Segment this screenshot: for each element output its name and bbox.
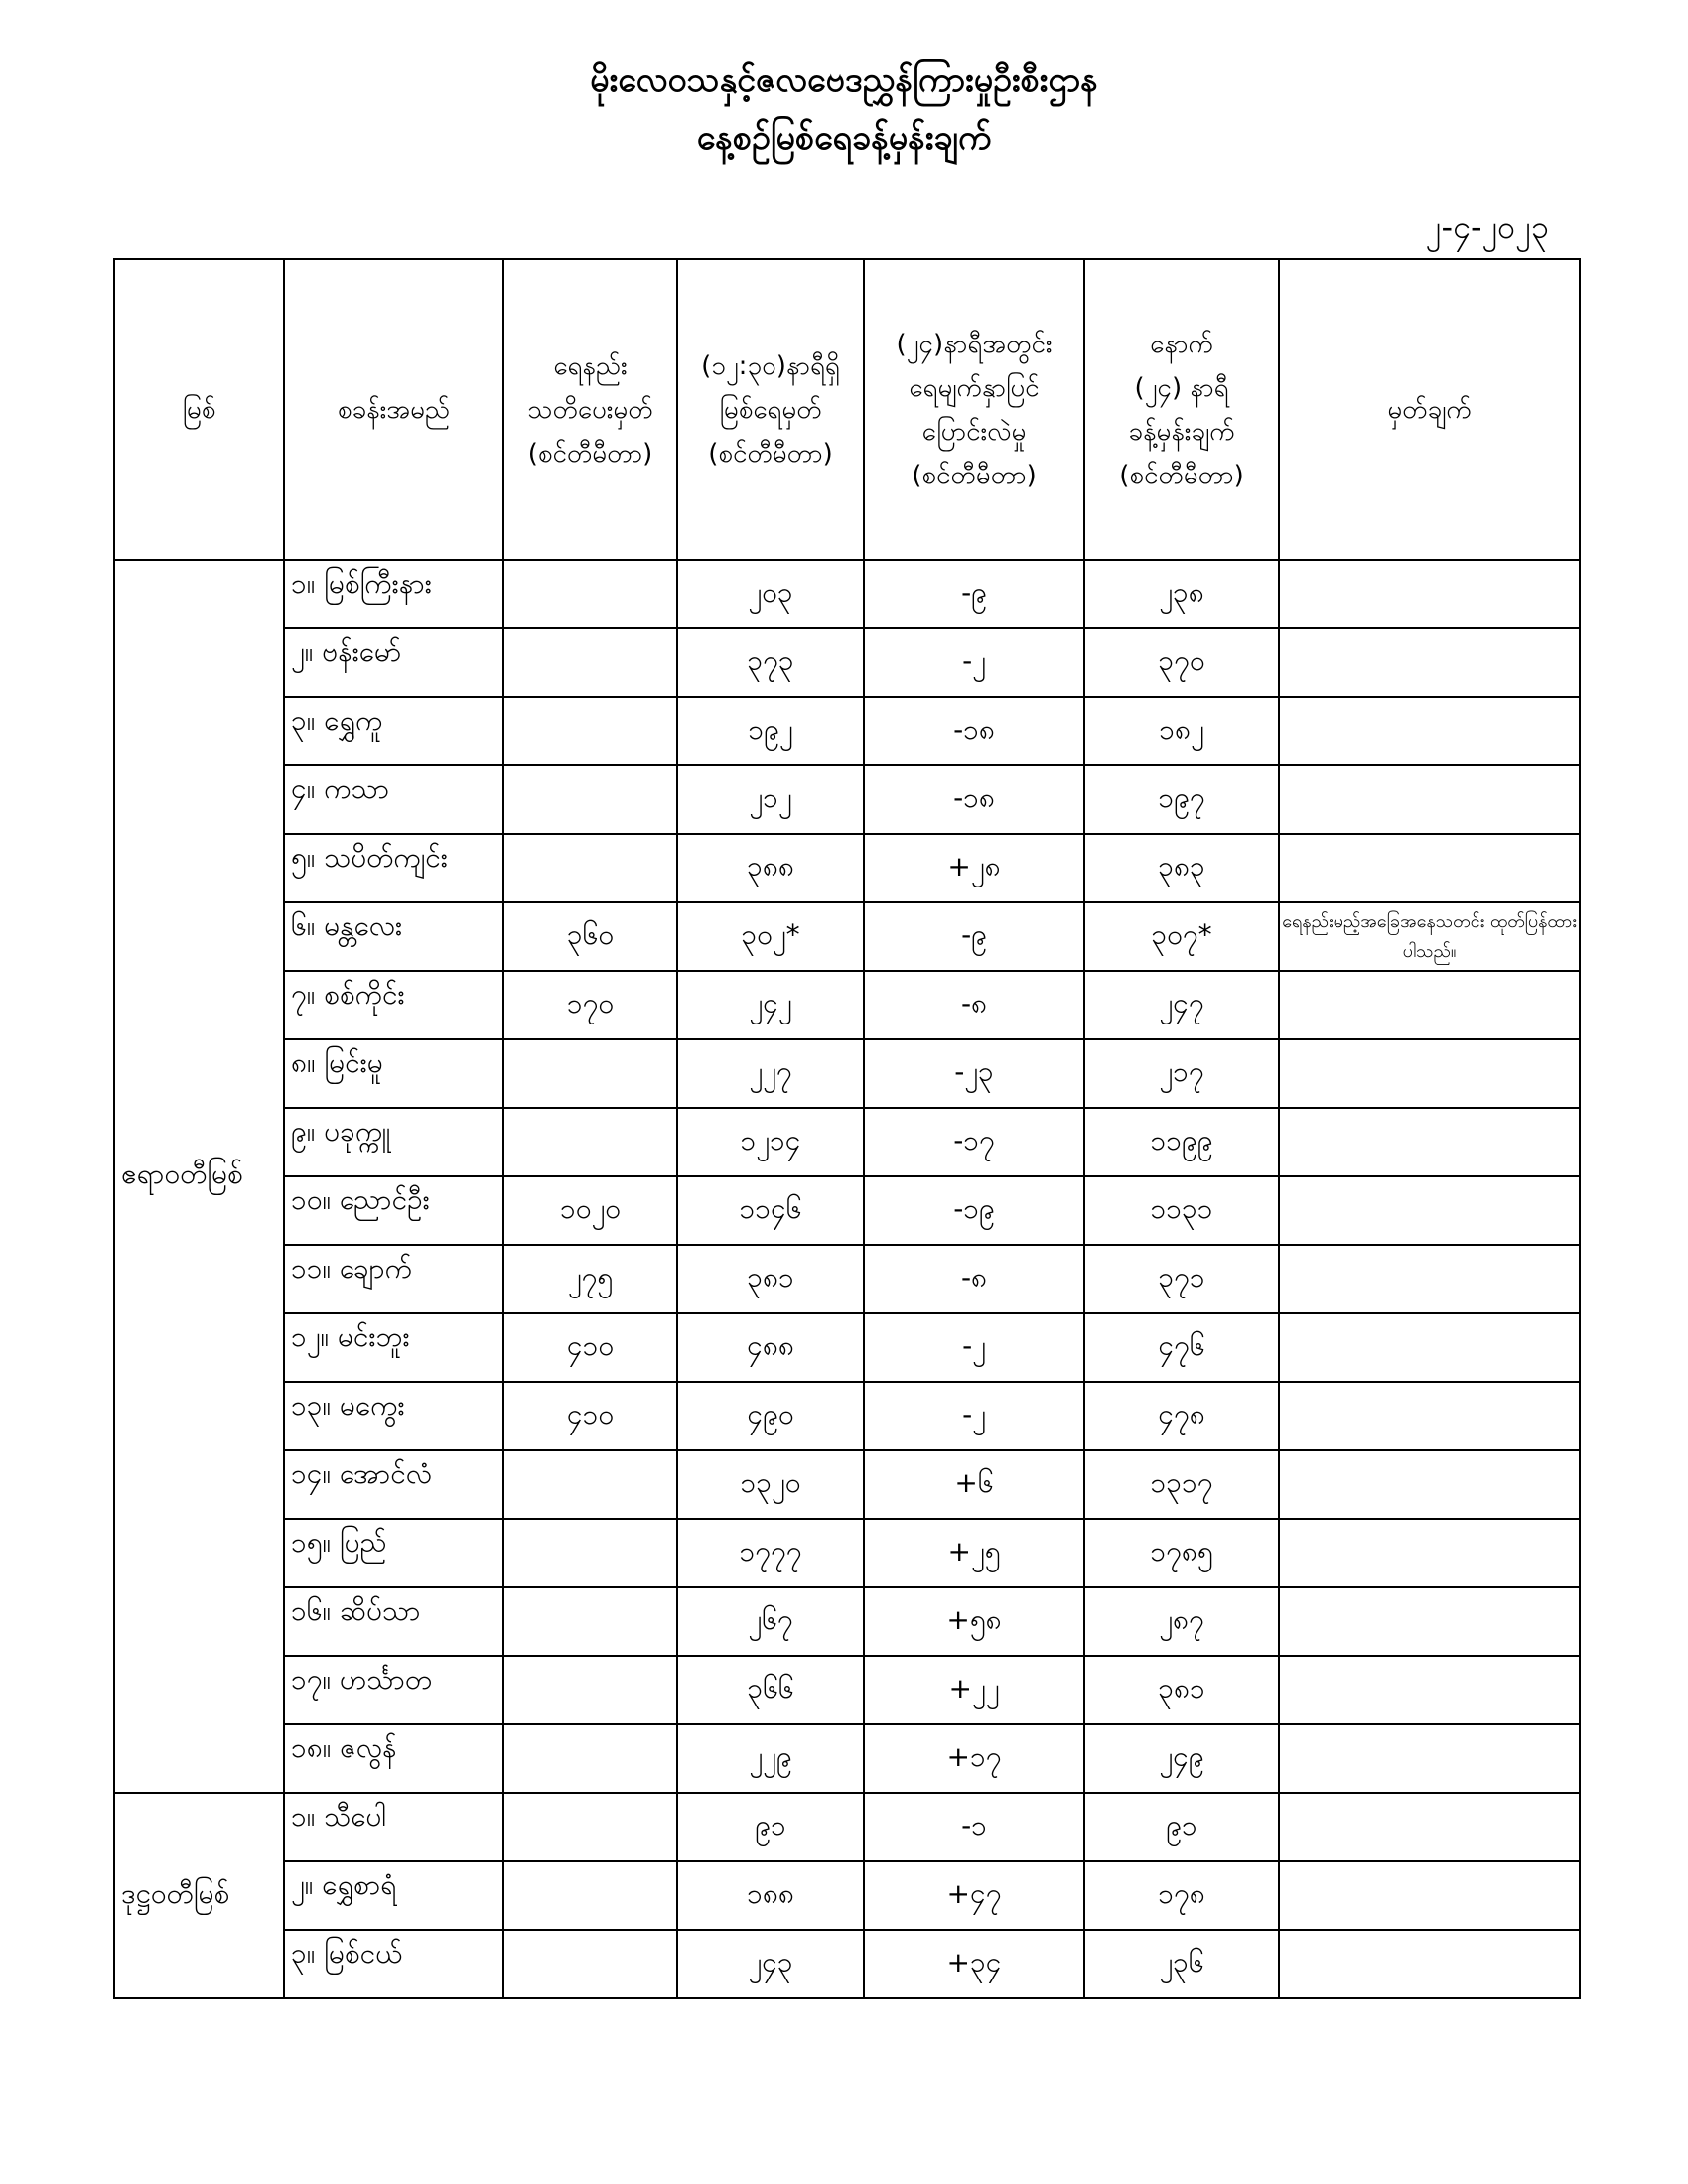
remark-cell xyxy=(1279,1861,1580,1930)
table-row xyxy=(114,1450,1580,1519)
water-level-cell: ၁၇၇၇ xyxy=(677,1519,864,1587)
station-name: ၂။ ရွှေစာရံ xyxy=(284,1861,503,1930)
header-line: ရေမျက်နှာပြင် xyxy=(909,372,1040,403)
danger-level-cell xyxy=(503,834,677,902)
station-name: ၅။ သပိတ်ကျင်း xyxy=(284,834,503,902)
header-remarks xyxy=(1279,259,1580,560)
danger-level-cell xyxy=(503,1587,677,1656)
table-row xyxy=(114,697,1580,765)
page-subtitle: နေ့စဉ်မြစ်ရေခန့်မှန်းချက် xyxy=(696,118,992,158)
station-name: ၁၂။ မင်းဘူး xyxy=(284,1313,503,1382)
remark-cell xyxy=(1279,560,1580,628)
danger-level-cell xyxy=(503,1793,677,1861)
water-level-cell: ၂၄၃ xyxy=(677,1930,864,1998)
change-cell: -၂ xyxy=(864,628,1084,697)
remark-cell xyxy=(1279,1313,1580,1382)
header-river xyxy=(114,259,284,560)
danger-level-cell xyxy=(503,697,677,765)
table-row xyxy=(114,1587,1580,1656)
danger-level-cell xyxy=(503,1656,677,1724)
header-line: (စင်တီမီတာ) xyxy=(708,438,833,469)
header-forecast xyxy=(1084,259,1279,560)
table-row xyxy=(114,560,1580,628)
station-name: ၁၃။ မကွေး xyxy=(284,1382,503,1450)
forecast-cell: ၄၇၆ xyxy=(1084,1313,1279,1382)
remark-cell xyxy=(1279,1108,1580,1176)
change-cell: -၂ xyxy=(864,1313,1084,1382)
header-line: (စင်တီမီတာ) xyxy=(527,438,653,469)
header-line: (၂၄) နာရီ xyxy=(1134,372,1229,403)
change-cell: +၁၇ xyxy=(864,1724,1084,1793)
forecast-cell: ၁၁၃၁ xyxy=(1084,1176,1279,1245)
header-danger-level xyxy=(503,259,677,560)
change-cell: -၁၈ xyxy=(864,697,1084,765)
water-level-cell: ၉၁ xyxy=(677,1793,864,1861)
danger-level-cell xyxy=(503,1724,677,1793)
change-cell: +၆ xyxy=(864,1450,1084,1519)
danger-level-cell xyxy=(503,560,677,628)
station-name: ၃။ မြစ်ငယ် xyxy=(284,1930,503,1998)
remark-cell xyxy=(1279,1382,1580,1450)
remark-cell xyxy=(1279,1039,1580,1108)
header-line: (စင်တီမီတာ) xyxy=(1119,460,1244,490)
forecast-cell: ၂၃၈ xyxy=(1084,560,1279,628)
water-level-cell: ၂၂၉ xyxy=(677,1724,864,1793)
water-level-cell: ၂၄၂ xyxy=(677,971,864,1039)
change-cell: -၉ xyxy=(864,902,1084,971)
header-change xyxy=(864,259,1084,560)
table-row xyxy=(114,834,1580,902)
header-line: နောက် xyxy=(1150,329,1213,359)
water-level-cell: ၄၈၈ xyxy=(677,1313,864,1382)
remark-cell xyxy=(1279,1587,1580,1656)
header-line: ခန့်မှန်းချက် xyxy=(1128,416,1235,447)
forecast-cell: ၁၈၂ xyxy=(1084,697,1279,765)
water-level-cell: ၁၈၈ xyxy=(677,1861,864,1930)
forecast-cell: ၃၈၃ xyxy=(1084,834,1279,902)
table-row xyxy=(114,1724,1580,1793)
danger-level-cell: ၄၁၀ xyxy=(503,1313,677,1382)
danger-level-cell: ၁၇၀ xyxy=(503,971,677,1039)
water-level-cell: ၁၉၂ xyxy=(677,697,864,765)
station-name: ၄။ ကသာ xyxy=(284,765,503,834)
change-cell: -၈ xyxy=(864,971,1084,1039)
remark-cell xyxy=(1279,1176,1580,1245)
change-cell: +၅၈ xyxy=(864,1587,1084,1656)
remark-cell xyxy=(1279,1245,1580,1313)
remark-cell xyxy=(1279,1519,1580,1587)
page-title: မိုးလေဝသနှင့်ဇလဗေဒညွှန်ကြားမှုဦးစီးဌာန xyxy=(590,61,1098,100)
danger-level-cell: ၄၁၀ xyxy=(503,1382,677,1450)
header-line: မြစ်ရေမှတ် xyxy=(719,394,822,425)
remark-cell xyxy=(1279,834,1580,902)
table-row xyxy=(114,1793,1580,1861)
forecast-cell: ၂၁၇ xyxy=(1084,1039,1279,1108)
danger-level-cell xyxy=(503,1519,677,1587)
station-name: ၉။ ပခုက္ကူ xyxy=(284,1108,503,1176)
change-cell: +၄၇ xyxy=(864,1861,1084,1930)
header-station xyxy=(284,259,503,560)
water-level-cell: ၃၇၃ xyxy=(677,628,864,697)
forecast-cell: ၁၇၈ xyxy=(1084,1861,1279,1930)
danger-level-cell: ၃၆၀ xyxy=(503,902,677,971)
change-cell: -၈ xyxy=(864,1245,1084,1313)
remark-cell xyxy=(1279,765,1580,834)
remark-cell xyxy=(1279,1724,1580,1793)
header-line: (၂၄)နာရီအတွင်း xyxy=(896,329,1053,359)
table-row xyxy=(114,1861,1580,1930)
station-name: ၆။ မန္တလေး xyxy=(284,902,503,971)
danger-level-cell xyxy=(503,1039,677,1108)
table-row xyxy=(114,1656,1580,1724)
remark-cell xyxy=(1279,1930,1580,1998)
water-level-cell: ၂၀၃ xyxy=(677,560,864,628)
station-name: ၁။ မြစ်ကြီးနား xyxy=(284,560,503,628)
table-row xyxy=(114,1176,1580,1245)
table-row xyxy=(114,902,1580,971)
danger-level-cell xyxy=(503,1861,677,1930)
river-name: ဧရာဝတီမြစ် xyxy=(114,560,284,1793)
danger-level-cell: ၁၀၂၀ xyxy=(503,1176,677,1245)
water-level-cell: ၃၀၂* xyxy=(677,902,864,971)
forecast-cell: ၃၀၇* xyxy=(1084,902,1279,971)
water-level-cell: ၁၃၂၀ xyxy=(677,1450,864,1519)
forecast-cell: ၃၈၁ xyxy=(1084,1656,1279,1724)
forecast-cell: ၃၇၀ xyxy=(1084,628,1279,697)
header-line: ရေနည်း xyxy=(553,350,628,381)
change-cell: -၁၉ xyxy=(864,1176,1084,1245)
remark-cell xyxy=(1279,1450,1580,1519)
danger-level-cell: ၂၇၅ xyxy=(503,1245,677,1313)
danger-level-cell xyxy=(503,628,677,697)
water-level-cell: ၂၂၇ xyxy=(677,1039,864,1108)
change-cell: -၉ xyxy=(864,560,1084,628)
change-cell: -၁၇ xyxy=(864,1108,1084,1176)
station-name: ၁၁။ ချောက် xyxy=(284,1245,503,1313)
remark-cell: ရေနည်းမည့်အခြေအနေသတင်း ထုတ်ပြန်ထားပါသည်။ xyxy=(1279,902,1580,971)
station-name: ၇။ စစ်ကိုင်း xyxy=(284,971,503,1039)
change-cell: +၂၈ xyxy=(864,834,1084,902)
forecast-cell: ၃၇၁ xyxy=(1084,1245,1279,1313)
danger-level-cell xyxy=(503,1450,677,1519)
forecast-cell: ၁၇၈၅ xyxy=(1084,1519,1279,1587)
station-name: ၃။ ရွှေကူ xyxy=(284,697,503,765)
station-name: ၁၄။ အောင်လံ xyxy=(284,1450,503,1519)
change-cell: -၁၈ xyxy=(864,765,1084,834)
forecast-cell: ၂၃၆ xyxy=(1084,1930,1279,1998)
forecast-cell: ၂၈၇ xyxy=(1084,1587,1279,1656)
header-line: ပြောင်းလဲမှု xyxy=(921,416,1027,447)
forecast-cell: ၂၄၉ xyxy=(1084,1724,1279,1793)
danger-level-cell xyxy=(503,1930,677,1998)
remark-cell xyxy=(1279,628,1580,697)
change-cell: -၂၃ xyxy=(864,1039,1084,1108)
station-name: ၁၅။ ပြည် xyxy=(284,1519,503,1587)
header-line: (၁၂:၃၀)နာရီရှိ xyxy=(701,350,840,381)
water-level-cell: ၄၉၀ xyxy=(677,1382,864,1450)
table-row xyxy=(114,1245,1580,1313)
header-line: မှတ်ချက် xyxy=(1387,394,1472,425)
table-row xyxy=(114,1382,1580,1450)
danger-level-cell xyxy=(503,1108,677,1176)
water-level-cell: ၃၆၆ xyxy=(677,1656,864,1724)
water-level-cell: ၁၂၁၄ xyxy=(677,1108,864,1176)
forecast-cell: ၁၉၇ xyxy=(1084,765,1279,834)
water-level-cell: ၂၁၂ xyxy=(677,765,864,834)
station-name: ၈။ မြင်းမူ xyxy=(284,1039,503,1108)
header-line: (စင်တီမီတာ) xyxy=(912,460,1037,490)
station-name: ၁၀။ ညောင်ဦး xyxy=(284,1176,503,1245)
forecast-cell: ၉၁ xyxy=(1084,1793,1279,1861)
header-line: စခန်းအမည် xyxy=(337,394,451,425)
remark-cell xyxy=(1279,697,1580,765)
river-name: ဒုဋ္ဌဝတီမြစ် xyxy=(114,1793,284,1998)
table-row xyxy=(114,1108,1580,1176)
water-level-cell: ၂၆၇ xyxy=(677,1587,864,1656)
header-line: မြစ် xyxy=(182,394,216,425)
table-row xyxy=(114,1313,1580,1382)
change-cell: +၂၅ xyxy=(864,1519,1084,1587)
change-cell: +၃၄ xyxy=(864,1930,1084,1998)
danger-level-cell xyxy=(503,765,677,834)
table-row xyxy=(114,765,1580,834)
table-row xyxy=(114,1930,1580,1998)
report-date: ၂-၄-၂၀၂၃ xyxy=(1425,208,1549,246)
table-row xyxy=(114,1039,1580,1108)
header-line: သတိပေးမှတ် xyxy=(527,394,653,425)
change-cell: +၂၂ xyxy=(864,1656,1084,1724)
table-row xyxy=(114,971,1580,1039)
forecast-cell: ၁၃၁၇ xyxy=(1084,1450,1279,1519)
water-level-cell: ၃၈၈ xyxy=(677,834,864,902)
station-name: ၁၇။ ဟင်္သာတ xyxy=(284,1656,503,1724)
station-name: ၁။ သီပေါ xyxy=(284,1793,503,1861)
water-level-cell: ၃၈၁ xyxy=(677,1245,864,1313)
table-body xyxy=(114,560,1580,1998)
table-header-row xyxy=(114,259,1580,560)
header-water-level xyxy=(677,259,864,560)
station-name: ၁၆။ ဆိပ်သာ xyxy=(284,1587,503,1656)
forecast-cell: ၄၇၈ xyxy=(1084,1382,1279,1450)
change-cell: -၁ xyxy=(864,1793,1084,1861)
water-level-cell: ၁၁၄၆ xyxy=(677,1176,864,1245)
remark-cell xyxy=(1279,971,1580,1039)
forecast-cell: ၁၁၉၉ xyxy=(1084,1108,1279,1176)
change-cell: -၂ xyxy=(864,1382,1084,1450)
table-row xyxy=(114,1519,1580,1587)
remark-cell xyxy=(1279,1656,1580,1724)
remark-cell xyxy=(1279,1793,1580,1861)
forecast-cell: ၂၄၇ xyxy=(1084,971,1279,1039)
station-name: ၂။ ဗန်းမော် xyxy=(284,628,503,697)
station-name: ၁၈။ ဇလွန် xyxy=(284,1724,503,1793)
table-row xyxy=(114,628,1580,697)
forecast-table xyxy=(113,258,1581,1999)
